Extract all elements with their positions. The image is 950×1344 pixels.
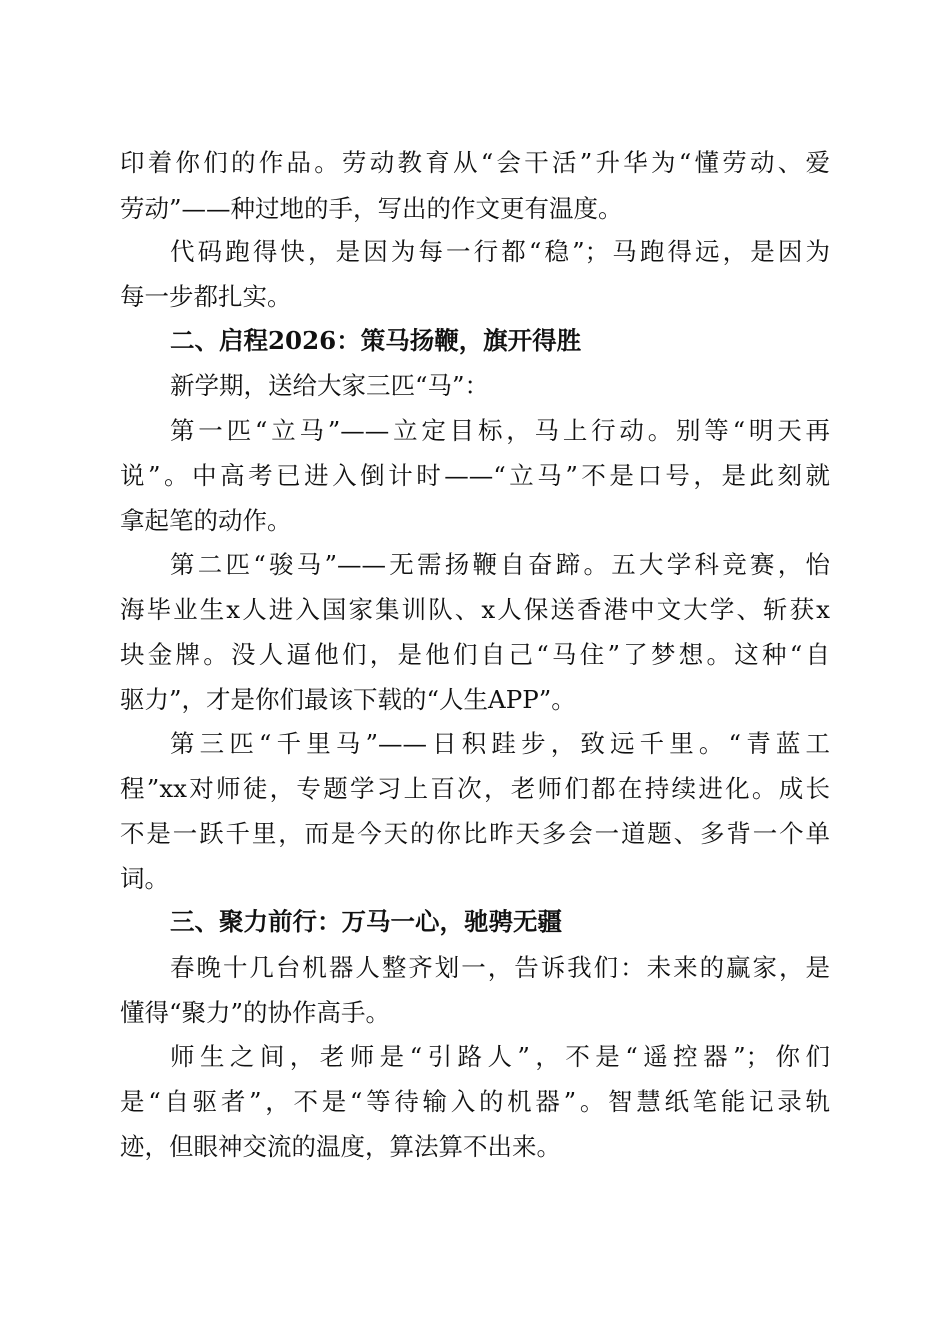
section-heading: 三、聚力前行：万马一心，驰骋无疆 xyxy=(170,907,562,936)
paragraph-line: 迹，但眼神交流的温度，算法算不出来。 xyxy=(120,1132,561,1161)
paragraph-line: 代码跑得快，是因为每一行都“稳”；马跑得远，是因为 xyxy=(170,237,830,266)
paragraph-line: 说”。中高考已进入倒计时——“立马”不是口号，是此刻就 xyxy=(120,461,830,490)
paragraph-line: 第一匹“立马”——立定目标，马上行动。别等“明天再 xyxy=(170,416,830,445)
paragraph-line: 懂得“聚力”的协作高手。 xyxy=(120,998,391,1027)
paragraph-line: 劳动”——种过地的手，写出的作文更有温度。 xyxy=(120,194,623,223)
paragraph-line: 不是一跃千里，而是今天的你比昨天多会一道题、多背一个单 xyxy=(120,819,830,848)
paragraph-line: 每一步都扎实。 xyxy=(120,282,292,311)
paragraph-line: 印着你们的作品。劳动教育从“会干活”升华为“懂劳动、爱 xyxy=(120,148,830,177)
paragraph-line: 拿起笔的动作。 xyxy=(120,506,292,535)
section-heading: 二、启程2026：策马扬鞭，旗开得胜 xyxy=(170,326,582,355)
paragraph-line: 海毕业生x人进入国家集训队、x人保送香港中文大学、斩获x xyxy=(120,595,830,624)
paragraph-line: 第三匹“千里马”——日积跬步，致远千里。“青蓝工 xyxy=(170,729,830,758)
paragraph-line: 块金牌。没人逼他们，是他们自己“马住”了梦想。这种“自 xyxy=(120,640,830,669)
paragraph-line: 程”xx对师徒，专题学习上百次，老师们都在持续进化。成长 xyxy=(120,774,830,803)
paragraph-line: 驱力”，才是你们最该下载的“人生APP”。 xyxy=(120,685,576,714)
paragraph-line: 师生之间，老师是“引路人”，不是“遥控器”；你们 xyxy=(170,1042,830,1071)
paragraph-line: 新学期，送给大家三匹“马”： xyxy=(170,371,490,400)
paragraph-line: 第二匹“骏马”——无需扬鞭自奋蹄。五大学科竞赛，怡 xyxy=(170,550,830,579)
paragraph-line: 是“自驱者”，不是“等待输入的机器”。智慧纸笔能记录轨 xyxy=(120,1087,830,1116)
paragraph-line: 春晚十几台机器人整齐划一，告诉我们：未来的赢家，是 xyxy=(170,953,830,982)
paragraph-line: 词。 xyxy=(120,864,169,893)
